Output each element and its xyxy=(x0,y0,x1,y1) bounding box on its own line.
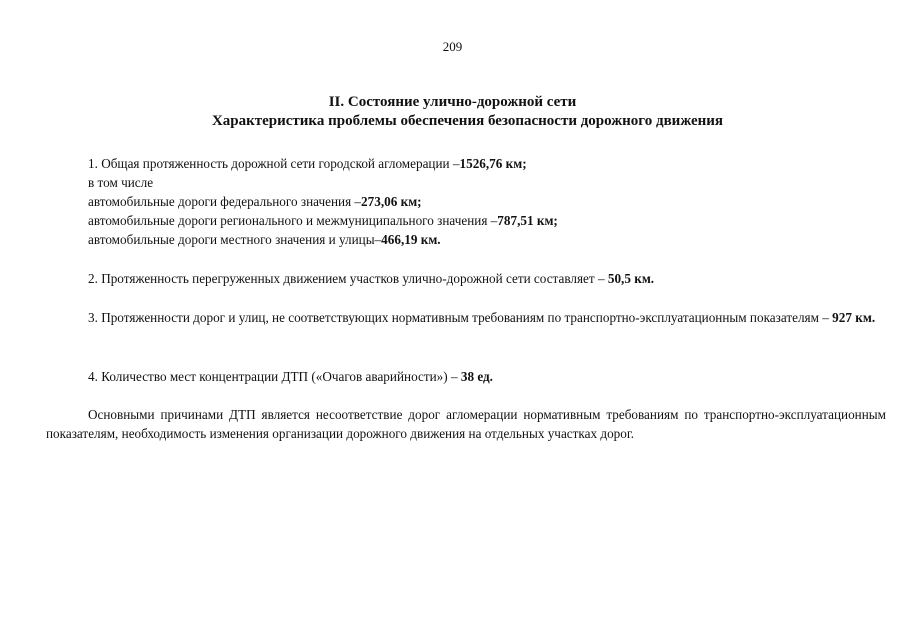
regional-roads-value: 787,51 км; xyxy=(497,213,558,228)
total-length-label: 1. Общая протяженность дорожной сети городской агломерации – xyxy=(88,156,460,171)
congested-sections-label: 2. Протяженность перегруженных движением участков улично-дорожной сети составляет – xyxy=(88,271,608,286)
total-length-value: 1526,76 км; xyxy=(459,156,527,171)
federal-roads-label: автомобильные дороги федерального значения – xyxy=(88,194,362,209)
conclusion-paragraph xyxy=(46,405,886,443)
non-compliant-roads-value: 927 км. xyxy=(832,310,876,325)
non-compliant-roads-label: 3. Протяженности дорог и улиц, не соответствующих нормативным требованиям по транспортно-эксплуатационным показателям – xyxy=(88,310,833,325)
section-subheading: Характеристика проблемы обеспечения безопасности дорожного движения xyxy=(211,113,724,129)
regional-roads-label: автомобильные дороги регионального и межмуниципального значения – xyxy=(88,213,498,228)
federal-roads-line xyxy=(88,192,905,211)
conclusion-text: Основными причинами ДТП является несоответствие дорог агломерации нормативным требованиям по транспортно-эксплуатационным показателям, необходимость изменения организации дорожного движения на отдельных участках дорог. xyxy=(46,407,886,441)
accident-hotspots-label: 4. Количество мест концентрации ДТП («Очагов аварийности») – xyxy=(88,369,461,384)
federal-roads-value: 273,06 км; xyxy=(361,194,422,209)
local-roads-label: автомобильные дороги местного значения и улицы– xyxy=(88,232,382,247)
accident-hotspots-paragraph xyxy=(46,367,905,386)
including-label: в том числе xyxy=(88,175,154,190)
regional-roads-line xyxy=(88,211,905,230)
accident-hotspots-value: 38 ед. xyxy=(460,369,493,384)
congested-sections-value: 50,5 км. xyxy=(607,271,655,286)
local-roads-line xyxy=(88,230,905,249)
local-roads-value: 466,19 км. xyxy=(381,232,441,247)
congested-sections-paragraph xyxy=(46,269,905,288)
page-number: 209 xyxy=(442,39,463,54)
road-network-length-list xyxy=(46,154,905,249)
section-heading: II. Состояние улично-дорожной сети xyxy=(328,94,577,110)
non-compliant-roads-paragraph xyxy=(46,308,886,327)
section-title xyxy=(0,93,905,131)
total-length-line xyxy=(88,154,905,173)
